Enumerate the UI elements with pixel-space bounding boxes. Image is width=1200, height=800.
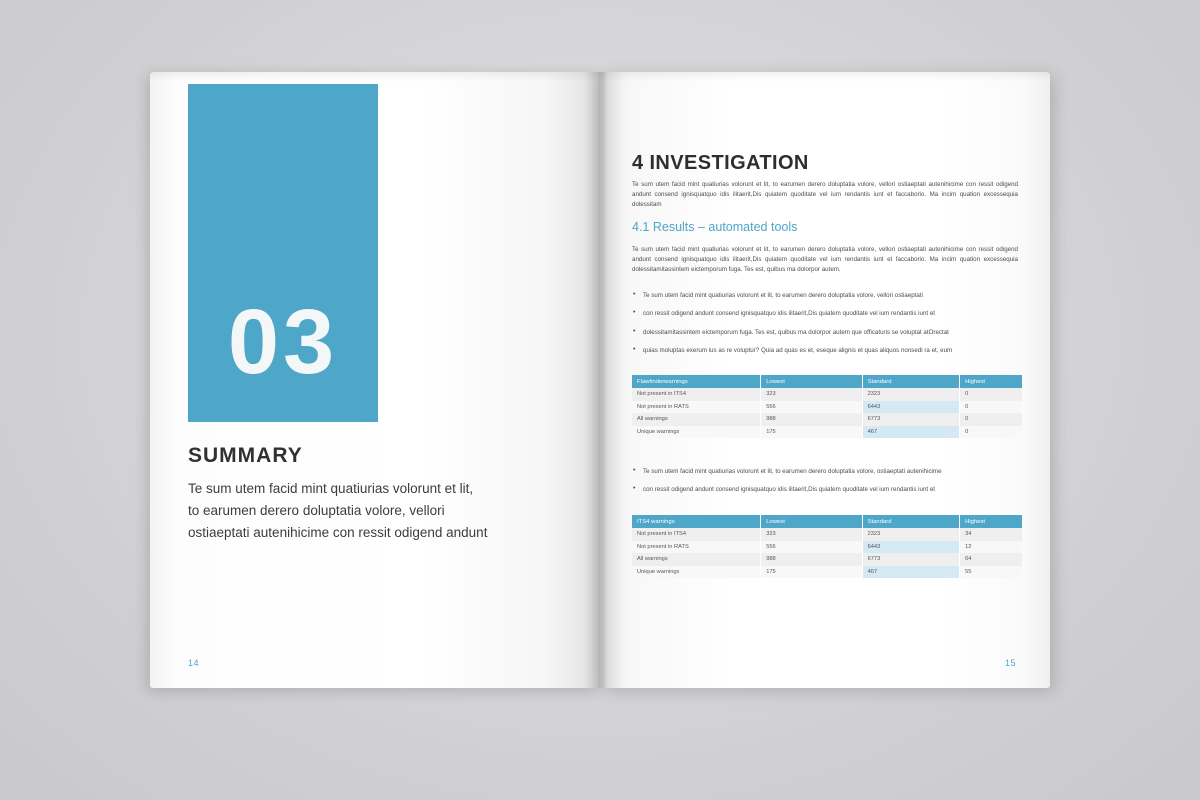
- table-row: [632, 553, 1022, 566]
- cell: Unique warnings: [632, 426, 761, 439]
- summary-paragraph: Te sum utem facid mint quatiurias volorunt et lit, to earumen derero doluptatia volore, vellori ostiaeptati autenihicime con ressit odigend andunt: [188, 481, 488, 540]
- cell: 55: [960, 566, 1022, 579]
- cell: 6443: [862, 541, 960, 554]
- chapter-number: 03: [227, 291, 339, 393]
- chapter-number-block: [188, 84, 378, 422]
- cell: 12: [960, 541, 1022, 554]
- subsection-paragraph: Te sum utem facid mint quatiurias volorunt et lit, to earumen derero doluptatia volore, vellori ostiaeptati autenihicime con ressit odigend andunt consend ignisquatquo idis ilitaerit,Dis quiatem quoditate vel ium rendantis iunt et faccaborio. Ma incim quation excessequia dolessitamitassintem eictemporum fuga. Tes est, quibus ma dolorpor autem.: [632, 246, 1018, 274]
- table-row: [632, 566, 1022, 579]
- table-row: [632, 413, 1022, 426]
- cell: Not present in ITS4: [632, 528, 761, 541]
- column-header: Highest: [960, 515, 1022, 528]
- table-row: [632, 426, 1022, 439]
- list-item: • Te sum utem facid mint quatiurias volorunt et lit, to earumen derero doluptatia volore, vellori ostiaeptati: [632, 291, 1018, 300]
- bullet-list-1: [632, 291, 1018, 364]
- page-right: [600, 72, 1050, 688]
- bullet-list-2: [632, 467, 1018, 504]
- table-row: [632, 401, 1022, 414]
- cell: 6773: [862, 553, 960, 566]
- table-row: [632, 388, 1022, 401]
- cell: 323: [761, 388, 862, 401]
- cell: Not present in RATS: [632, 401, 761, 414]
- cell: Unique warnings: [632, 566, 761, 579]
- cell: 175: [761, 566, 862, 579]
- list-item: • quias moluptas exerum ius as re voluptur? Quia ad quas es et, eseque alignis et quas aliquos nonsedi ra et, eum: [632, 346, 1018, 355]
- cell: 6773: [862, 413, 960, 426]
- list-item: • con ressit odigend andunt consend ignisquatquo idis ilitaerit,Dis quiatem quoditate vel ium rendantis iunt et: [632, 309, 1018, 318]
- open-book: [150, 72, 1050, 688]
- section-heading-4: 4 INVESTIGATION: [632, 152, 809, 174]
- table-its4-warnings: [632, 515, 1022, 578]
- table-flawfinder-warnings: [632, 375, 1022, 438]
- column-header: Lowest: [761, 515, 862, 528]
- cell: 0: [960, 426, 1022, 439]
- list-item: • con ressit odigend andunt consend ignisquatquo idis ilitaerit,Dis quiatem quoditate vel ium rendantis iunt et: [632, 485, 1018, 494]
- table-header-row: [632, 375, 1022, 388]
- cell: 0: [960, 401, 1022, 414]
- cell: 0: [960, 413, 1022, 426]
- cell: All warnings: [632, 413, 761, 426]
- subsection-heading-4-1: 4.1 Results – automated tools: [632, 220, 798, 234]
- cell: 556: [761, 401, 862, 414]
- table-row: [632, 528, 1022, 541]
- column-header: Lowest: [761, 375, 862, 388]
- cell: 2323: [862, 388, 960, 401]
- cell: 64: [960, 553, 1022, 566]
- cell: Not present in RATS: [632, 541, 761, 554]
- cell: 467: [862, 426, 960, 439]
- cell: 988: [761, 553, 862, 566]
- intro-paragraph: Te sum utem facid mint quatiurias volorunt et lit, to earumen derero doluptatia volore, vellori ostiaeptati autenihicime con ressit odigend andunt consend ignisquatquo idis ilitaerit,Dis quiatem quoditate vel ium rendantis iunt et faccaborio. Ma incim quation excessequia dolessitam: [632, 181, 1018, 209]
- cell: 2323: [862, 528, 960, 541]
- column-header: Standard: [862, 375, 960, 388]
- column-header: ITS4 warnings: [632, 515, 761, 528]
- page-top-shading: [150, 72, 600, 82]
- cell: Not present in ITS4: [632, 388, 761, 401]
- cell: 0: [960, 388, 1022, 401]
- cell: All warnings: [632, 553, 761, 566]
- column-header: Standard: [862, 515, 960, 528]
- cell: 323: [761, 528, 862, 541]
- column-header: Flawfinderwarnings: [632, 375, 761, 388]
- list-item: • dolessitamitassintem eictemporum fuga. Tes est, quibus ma dolorpor autem que officaturis se voluptat atOrectat: [632, 328, 1018, 337]
- cell: 556: [761, 541, 862, 554]
- page-number-right: 15: [1004, 658, 1016, 668]
- table-header-row: [632, 515, 1022, 528]
- page-title: SUMMARY: [188, 444, 303, 467]
- page-number-left: 14: [188, 658, 200, 668]
- table-row: [632, 541, 1022, 554]
- cell: 6443: [862, 401, 960, 414]
- column-header: Highest: [960, 375, 1022, 388]
- cell: 988: [761, 413, 862, 426]
- page-left: [150, 72, 600, 688]
- list-item: • Te sum utem facid mint quatiurias volorunt et lit, to earumen derero doluptatia volore, ostiaeptati autenihicime: [632, 467, 1018, 476]
- cell: 175: [761, 426, 862, 439]
- cell: 467: [862, 566, 960, 579]
- cell: 34: [960, 528, 1022, 541]
- page-top-shading-right: [600, 72, 1050, 82]
